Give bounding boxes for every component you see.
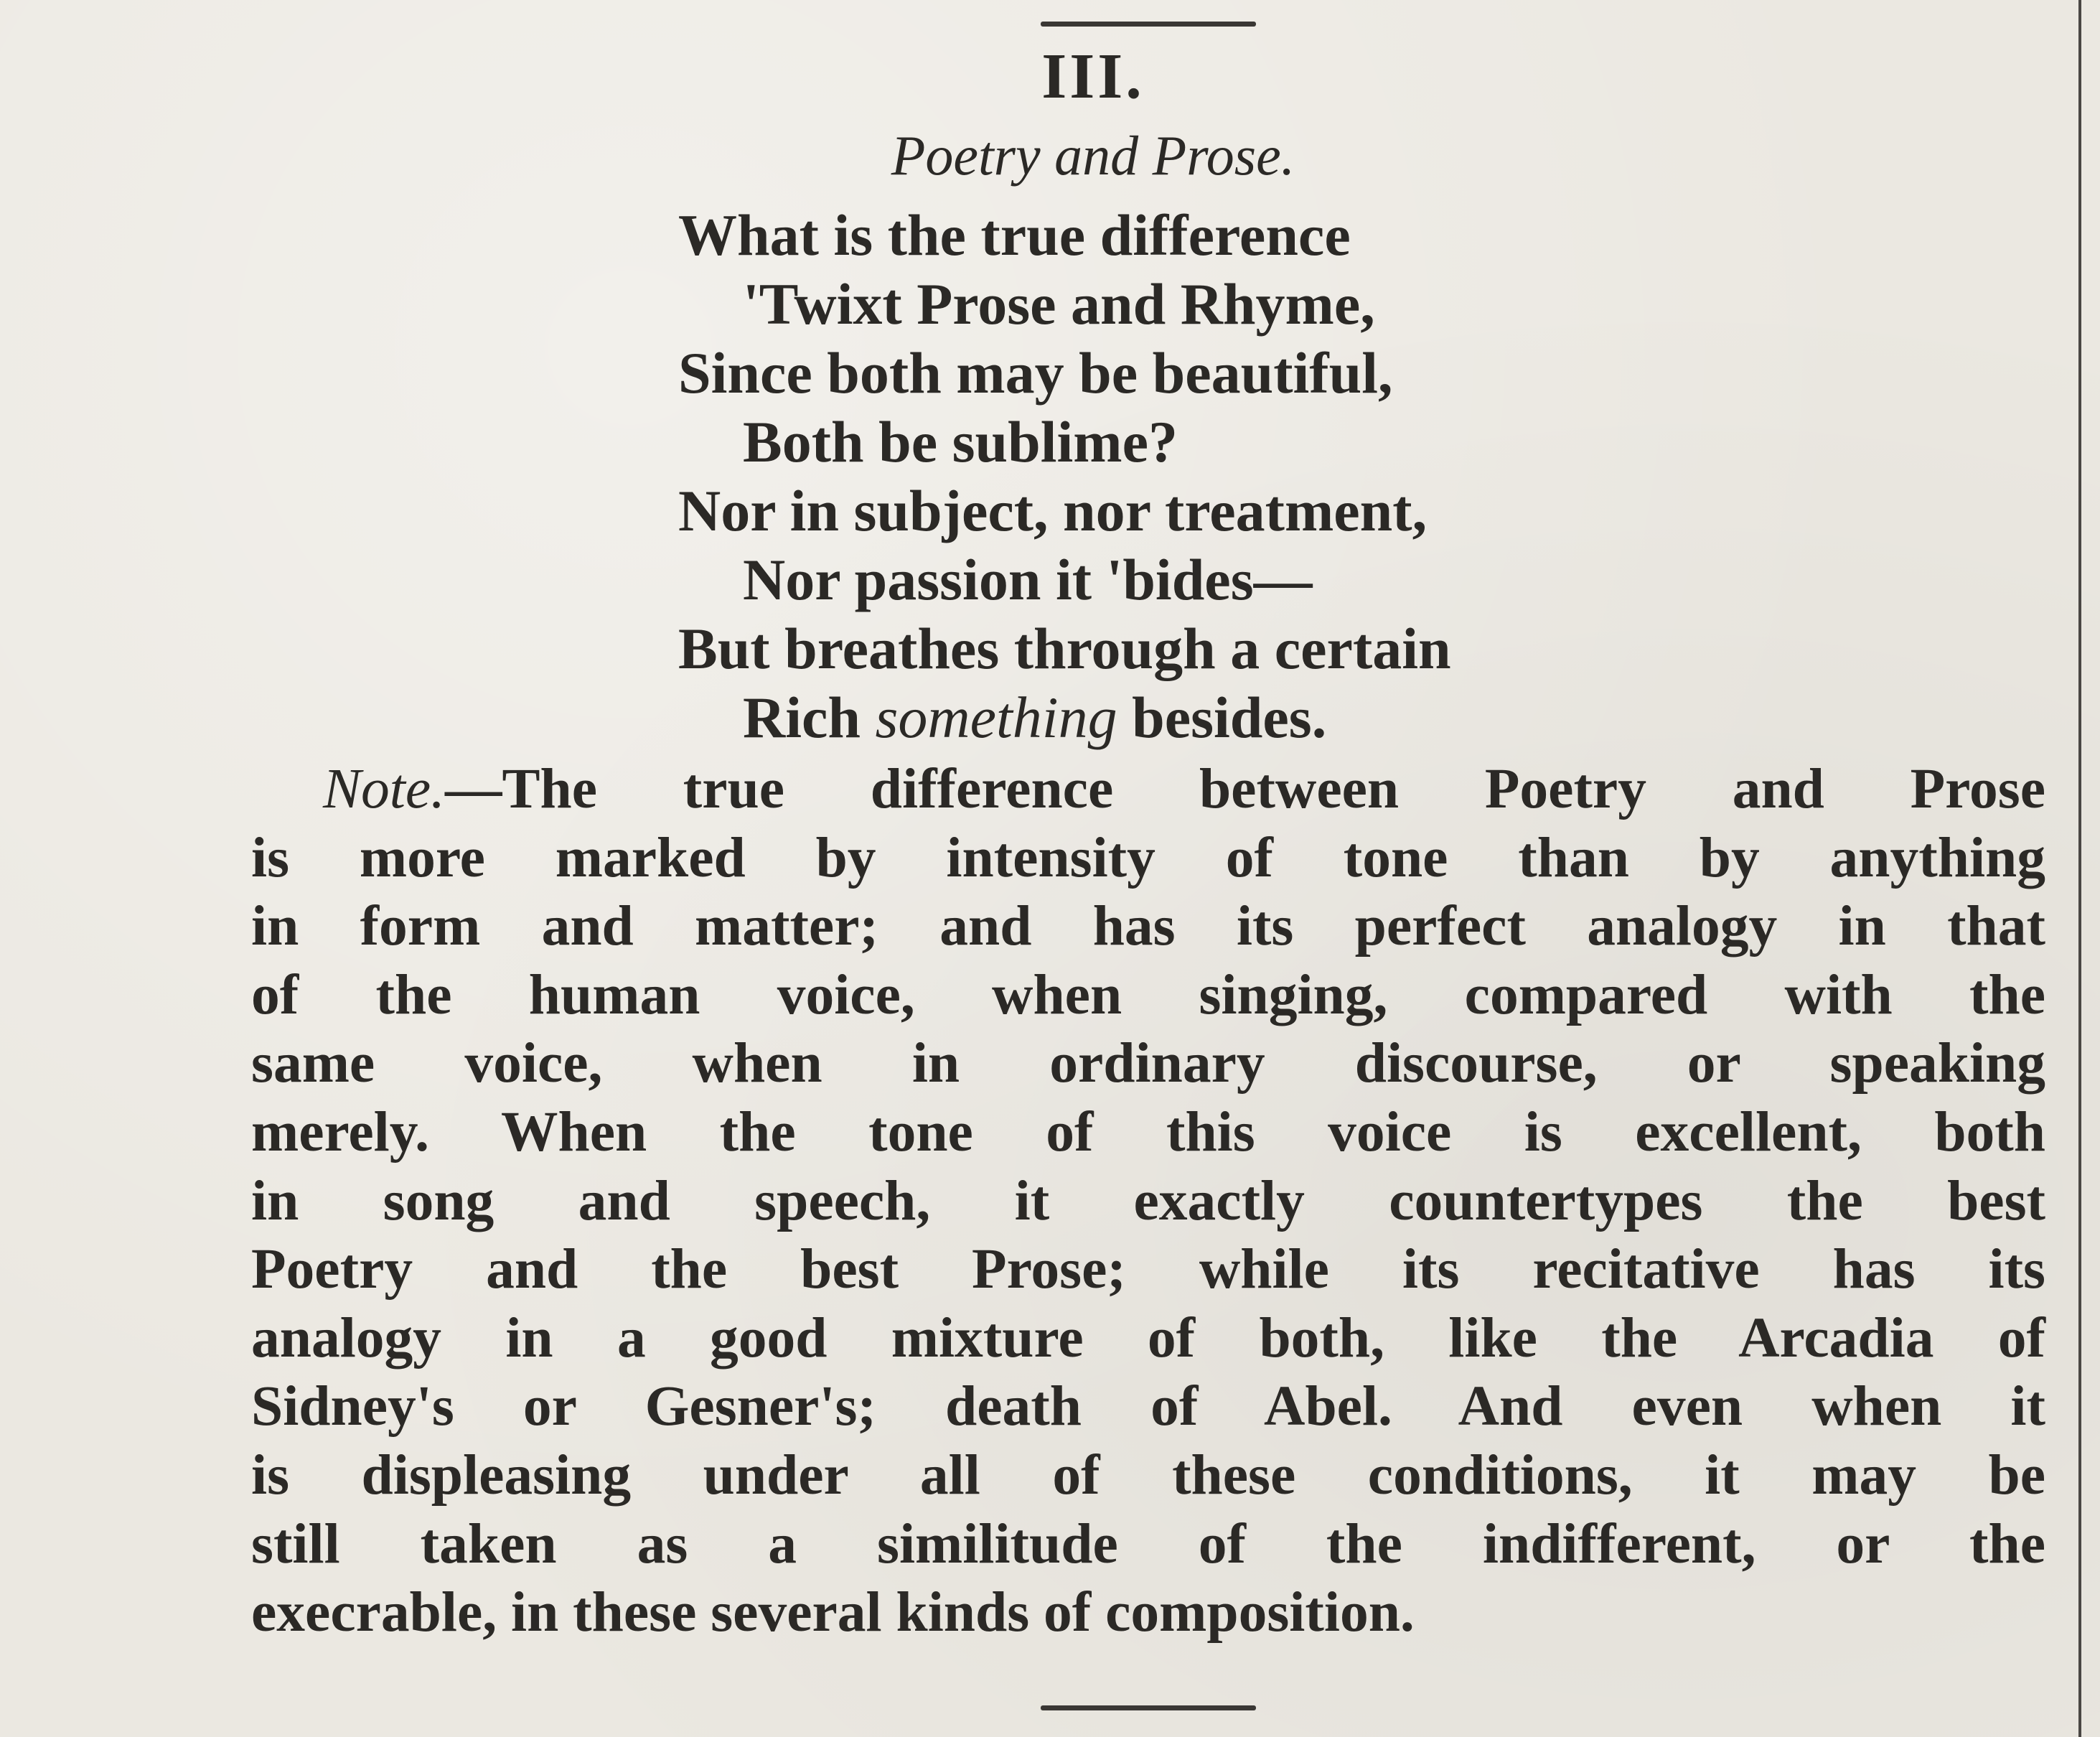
column-rule xyxy=(2078,0,2081,1737)
note-line: is more marked by intensity of tone than by anything xyxy=(251,825,2045,889)
poem-line: 'Twixt Prose and Rhyme, xyxy=(743,271,1375,337)
note-line: in form and matter; and has its perfect analogy in that xyxy=(251,894,2045,958)
note-line: still taken as a similitude of the indifferent, or the xyxy=(251,1512,2045,1576)
poem-last-line-start: Rich xyxy=(743,685,876,750)
poem-line: Nor in subject, nor treatment, xyxy=(678,478,1428,543)
note-line: of the human voice, when singing, compared with the xyxy=(251,963,2045,1026)
note-line: in song and speech, it exactly countertypes the best xyxy=(251,1169,2045,1232)
note-line: same voice, when in ordinary discourse, or speaking xyxy=(251,1031,2045,1095)
poem-line: But breathes through a certain xyxy=(678,616,1451,681)
note-paragraph xyxy=(251,755,2045,1647)
note-line: analogy in a good mixture of both, like the Arcadia of xyxy=(251,1306,2045,1370)
top-divider-rule xyxy=(1041,22,1256,27)
poem-emphasis-word: something xyxy=(875,685,1117,750)
note-line-text: —The true difference between Poetry and Prose xyxy=(445,757,2045,820)
poem-line: Since both may be beautiful, xyxy=(678,340,1393,406)
note-line: merely. When the tone of this voice is excellent, both xyxy=(251,1100,2045,1164)
poem-line: What is the true difference xyxy=(678,202,1351,268)
note-line: Sidney's or Gesner's; death of Abel. And even when it xyxy=(251,1375,2045,1438)
section-numeral: III. xyxy=(1041,41,1145,112)
section-title: Poetry and Prose. xyxy=(891,124,1295,187)
bottom-divider-rule xyxy=(1041,1705,1256,1710)
note-line xyxy=(251,755,2045,824)
poem-line: Both be sublime? xyxy=(743,409,1178,474)
poem-last-line-end: besides. xyxy=(1117,685,1327,750)
note-line: execrable, in these several kinds of composition. xyxy=(251,1581,1415,1644)
note-line: Poetry and the best Prose; while its recitative has its xyxy=(251,1237,2045,1301)
poem-stanza xyxy=(678,201,1451,752)
note-label: Note. xyxy=(323,757,446,820)
poem-last-line xyxy=(678,683,1451,752)
note-line: is displeasing under all of these conditions, it may be xyxy=(251,1443,2045,1507)
poem-line: Nor passion it 'bides— xyxy=(743,547,1313,612)
